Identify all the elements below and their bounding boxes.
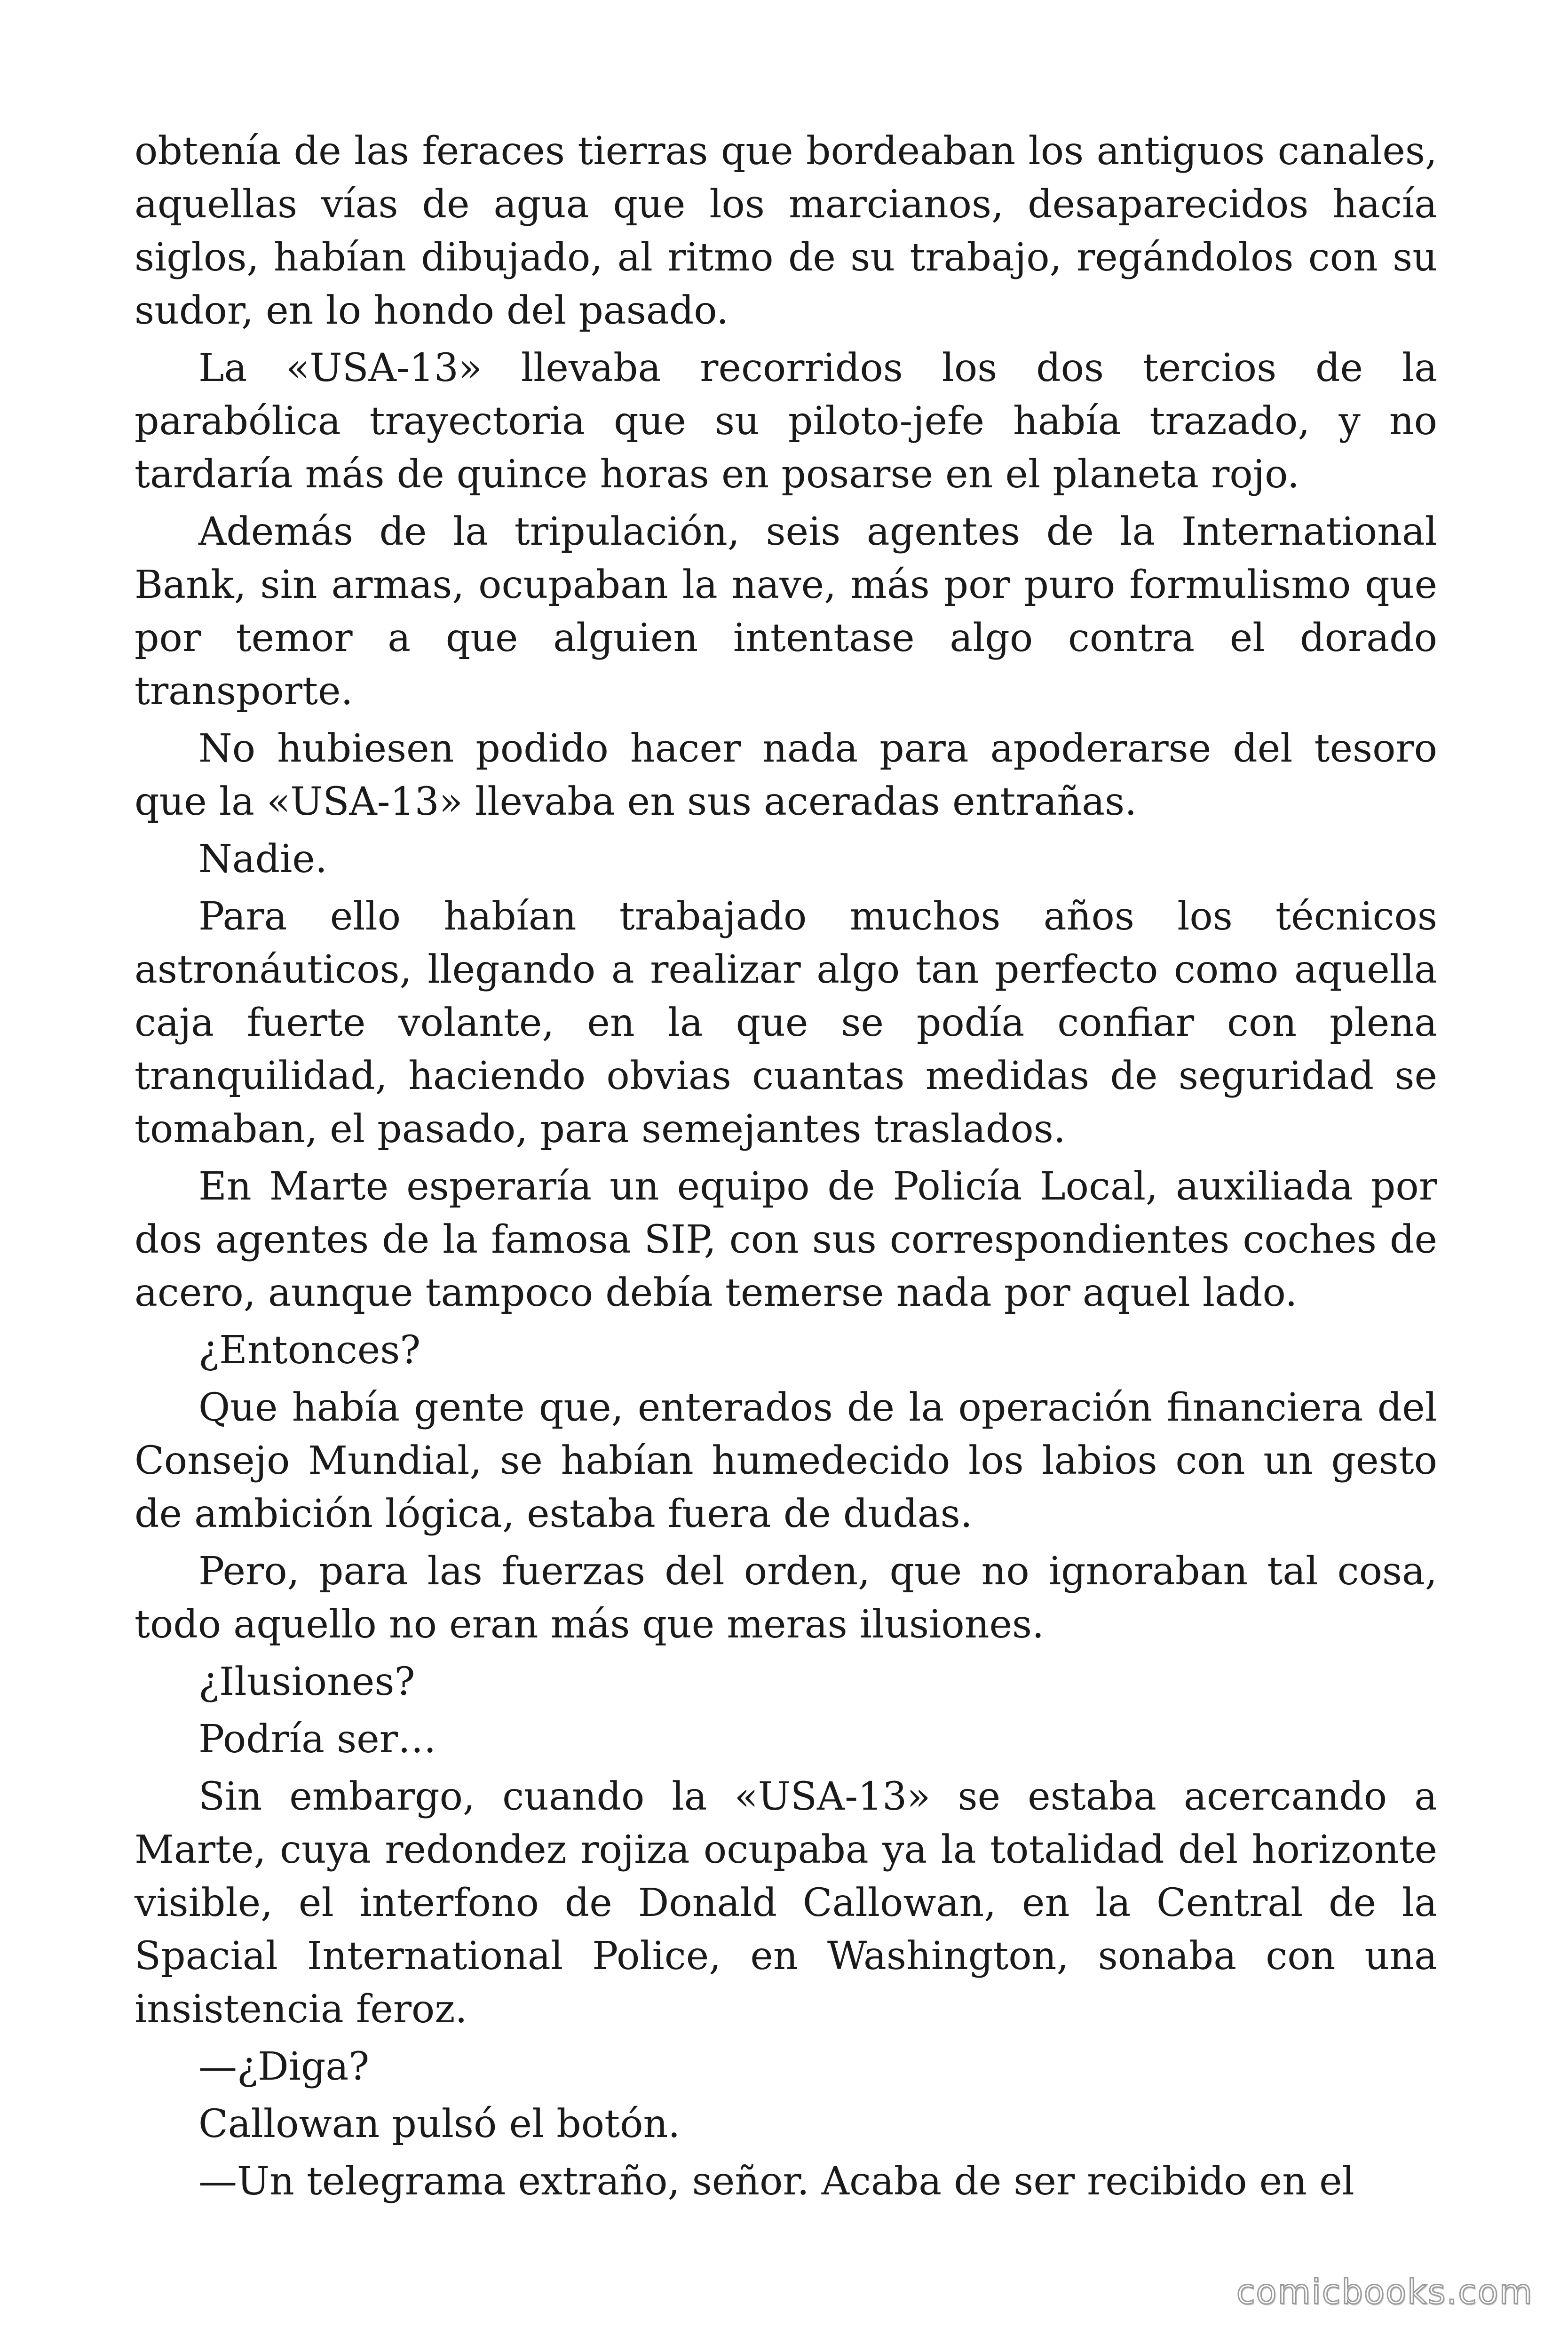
paragraph: Callowan pulsó el botón.	[198, 2102, 681, 2146]
paragraph: Sin embargo, cuando la «USA-13» se estaba acercando a Marte, cuya redondez rojiza ocupaba ya la totalidad del horizonte visible, el interfono de Donald Callowan, en la Central de la Spacial International Police, en Washington, sonaba con una insistencia feroz.	[135, 1774, 1437, 2032]
paragraph: ¿Ilusiones?	[198, 1660, 415, 1704]
paragraph: Además de la tripulación, seis agentes de la International Bank, sin armas, ocupaban la nave, más por puro formulismo que por temor a que alguien intentase algo contra el dorado transporte.	[135, 509, 1437, 714]
paragraph: Podría ser…	[198, 1717, 436, 1762]
paragraph: obtenía de las feraces tierras que bordeaban los antiguos canales, aquellas vías de agua que los marcianos, desaparecidos hacía siglos, habían dibujado, al ritmo de su trabajo, regándolos con su sudor, en lo hondo del pasado.	[135, 129, 1437, 333]
paragraph: No hubiesen podido hacer nada para apoderarse del tesoro que la «USA-13» llevaba en sus aceradas entrañas.	[135, 726, 1437, 824]
paragraph: Que había gente que, enterados de la operación financiera del Consejo Mundial, se habían humedecido los labios con un gesto de ambición lógica, estaba fuera de dudas.	[135, 1385, 1437, 1536]
paragraph: —Un telegrama extraño, señor. Acaba de ser recibido en el	[198, 2159, 1354, 2204]
paragraph: —¿Diga?	[198, 2044, 370, 2089]
watermark: comicbooks.com	[1236, 2272, 1533, 2312]
paragraph: Pero, para las fuerzas del orden, que no ignoraban tal cosa, todo aquello no eran más que meras ilusiones.	[135, 1549, 1437, 1647]
paragraph: ¿Entonces?	[198, 1328, 421, 1373]
paragraph: La «USA-13» llevaba recorridos los dos tercios de la parabólica trayectoria que su piloto-jefe había trazado, y no tardaría más de quince horas en posarse en el planeta rojo.	[135, 346, 1437, 497]
paragraph: En Marte esperaría un equipo de Policía Local, auxiliada por dos agentes de la famosa SIP, con sus correspondientes coches de acero, aunque tampoco debía temerse nada por aquel lado.	[135, 1164, 1437, 1315]
paragraph: Para ello habían trabajado muchos años los técnicos astronáuticos, llegando a realizar algo tan perfecto como aquella caja fuerte volante, en la que se podía confiar con plena tranquilidad, haciendo obvias cuantas medidas de seguridad se tomaban, el pasado, para semejantes traslados.	[135, 894, 1437, 1152]
paragraph: Nadie.	[198, 837, 327, 882]
page-body	[135, 125, 1437, 2212]
